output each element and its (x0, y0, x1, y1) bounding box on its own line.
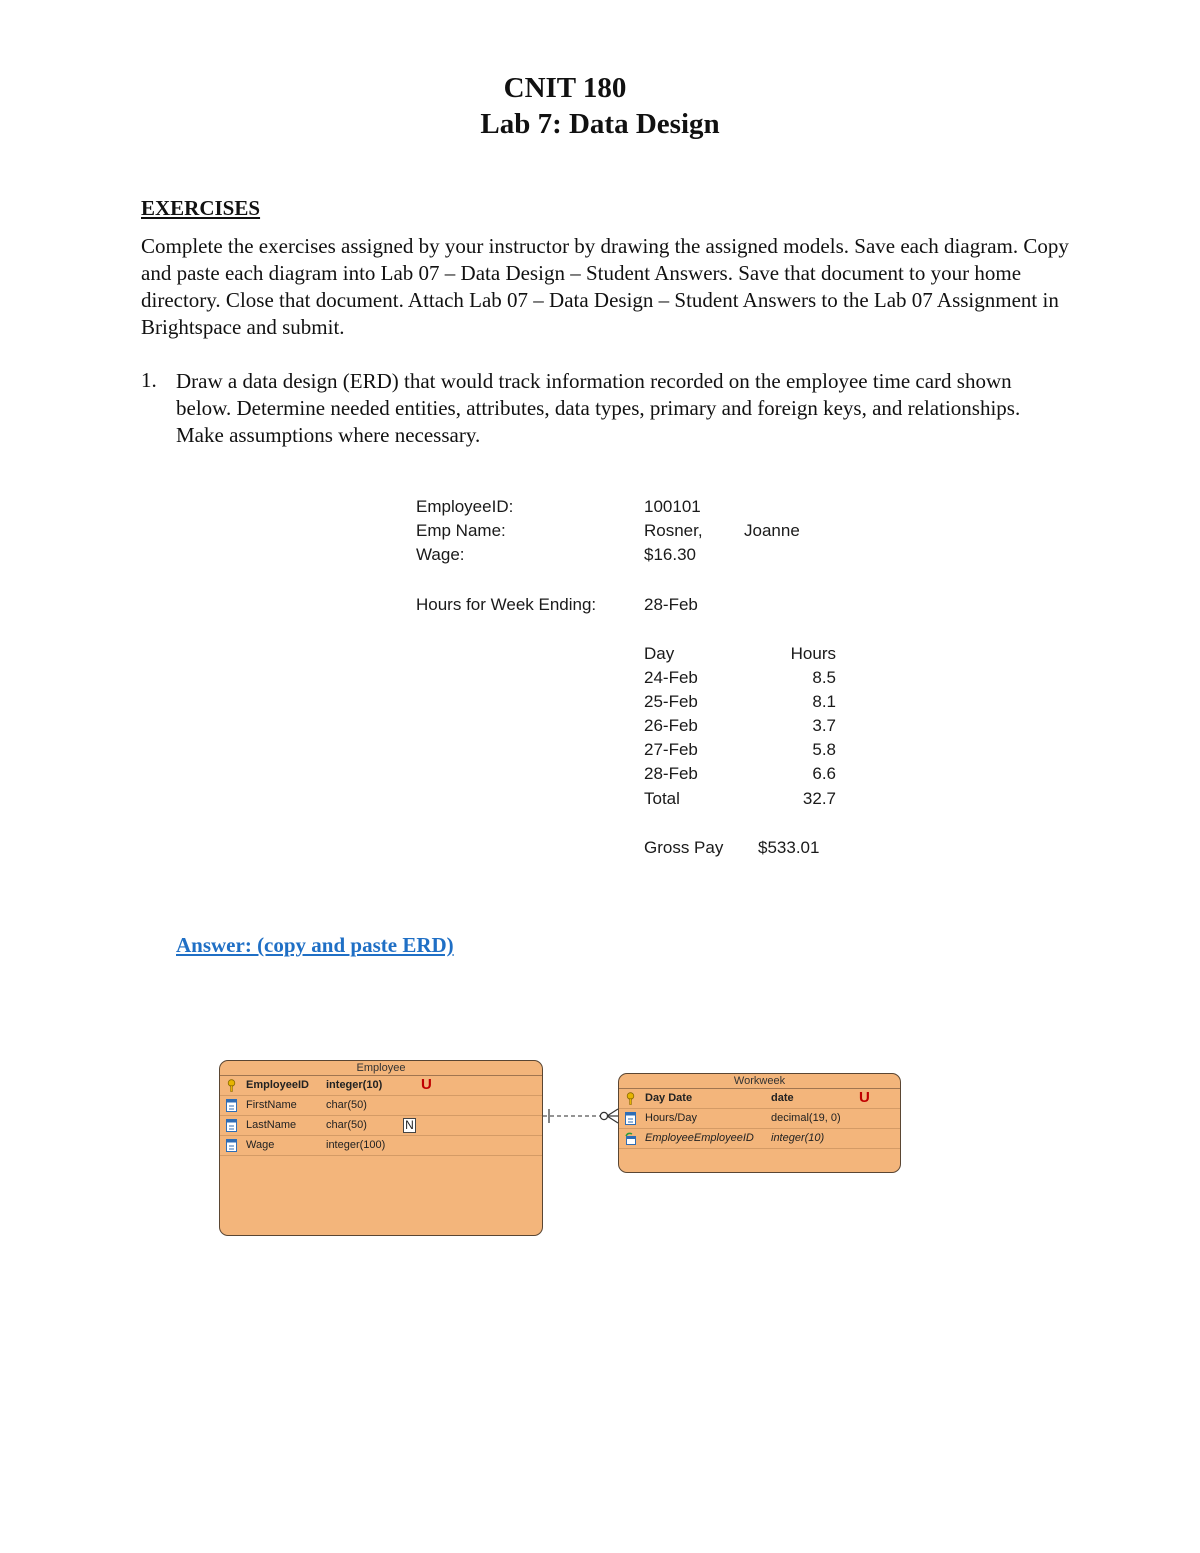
day-row-hours: 6.6 (812, 764, 836, 783)
workweek-entity (618, 1073, 901, 1173)
question-number: 1. (141, 368, 157, 392)
exercises-heading: EXERCISES (141, 196, 261, 220)
column-type: integer(10) (771, 1132, 825, 1144)
column-name: LastName (246, 1119, 297, 1131)
column-icon (625, 1112, 636, 1125)
first-name-value: Joanne (744, 521, 800, 540)
day-row-day: 25-Feb (644, 692, 698, 711)
primary-key-icon (226, 1079, 237, 1092)
exercises-intro: Complete the exercises assigned by your instructor by drawing the assigned models. Save each diagram. Copy and paste each diagram into Lab 07 – Data Design – Student Answers. Save that document to your home directory. Close that document. Attach Lab 07 – Data Design – Student Answers to the Lab 07 Assignment in Brightspace and submit. (141, 234, 1069, 339)
unique-flag: U (421, 1076, 432, 1093)
relationship-connector (541, 1105, 619, 1127)
column-type: integer(10) (326, 1079, 383, 1091)
day-row-day: 26-Feb (644, 716, 698, 735)
column-icon (226, 1139, 237, 1152)
week-ending-value: 28-Feb (644, 595, 698, 614)
column-name: Day Date (645, 1092, 693, 1104)
question-text: Draw a data design (ERD) that would track information recorded on the employee time card shown below. Determine needed entities, attributes, data types, primary and foreign keys, and relationships. Make assumptions where necessary. (176, 369, 1021, 447)
column-icon (226, 1119, 237, 1132)
emp-name-label: Emp Name: (416, 521, 506, 540)
day-header: Day (644, 644, 675, 663)
column-name: EmployeeEmployeeID (645, 1132, 754, 1144)
column-icon (226, 1099, 237, 1112)
column-type: decimal(19, 0) (771, 1112, 841, 1124)
gross-pay-value: $533.01 (758, 838, 820, 857)
last-name-value: Rosner, (644, 521, 703, 540)
day-row-day: 24-Feb (644, 668, 698, 687)
total-label: Total (644, 789, 680, 808)
employee-entity (219, 1060, 543, 1236)
column-type: char(50) (326, 1119, 367, 1131)
nullable-flag: N (403, 1118, 416, 1133)
lab-title: Lab 7: Data Design (480, 108, 720, 140)
wage-value: $16.30 (644, 545, 696, 564)
day-row-day: 27-Feb (644, 740, 698, 759)
answer-heading: Answer: (copy and paste ERD) (176, 933, 454, 957)
column-name: FirstName (246, 1099, 297, 1111)
column-type: date (771, 1092, 794, 1104)
column-name: Hours/Day (645, 1112, 697, 1124)
day-row-hours: 3.7 (812, 716, 836, 735)
primary-key-icon (625, 1092, 636, 1105)
column-type: char(50) (326, 1099, 367, 1111)
column-type: integer(100) (326, 1139, 386, 1151)
column-name: EmployeeID (246, 1079, 309, 1091)
week-ending-label: Hours for Week Ending: (416, 595, 597, 614)
wage-label: Wage: (416, 545, 465, 564)
foreign-key-icon (625, 1132, 636, 1145)
unique-flag: U (859, 1089, 870, 1106)
gross-pay-label: Gross Pay (644, 838, 724, 857)
course-title: CNIT 180 (503, 72, 627, 104)
day-row-day: 28-Feb (644, 764, 698, 783)
total-value: 32.7 (802, 789, 836, 808)
hours-header: Hours (790, 644, 836, 663)
day-row-hours: 8.5 (812, 668, 836, 687)
day-row-hours: 8.1 (812, 692, 836, 711)
employee-id-value: 100101 (644, 497, 701, 516)
employee-entity-title: Employee (220, 1061, 542, 1076)
day-row-hours: 5.8 (812, 740, 836, 759)
column-name: Wage (246, 1139, 275, 1151)
employee-id-label: EmployeeID: (416, 497, 514, 516)
workweek-entity-title: Workweek (619, 1074, 900, 1089)
